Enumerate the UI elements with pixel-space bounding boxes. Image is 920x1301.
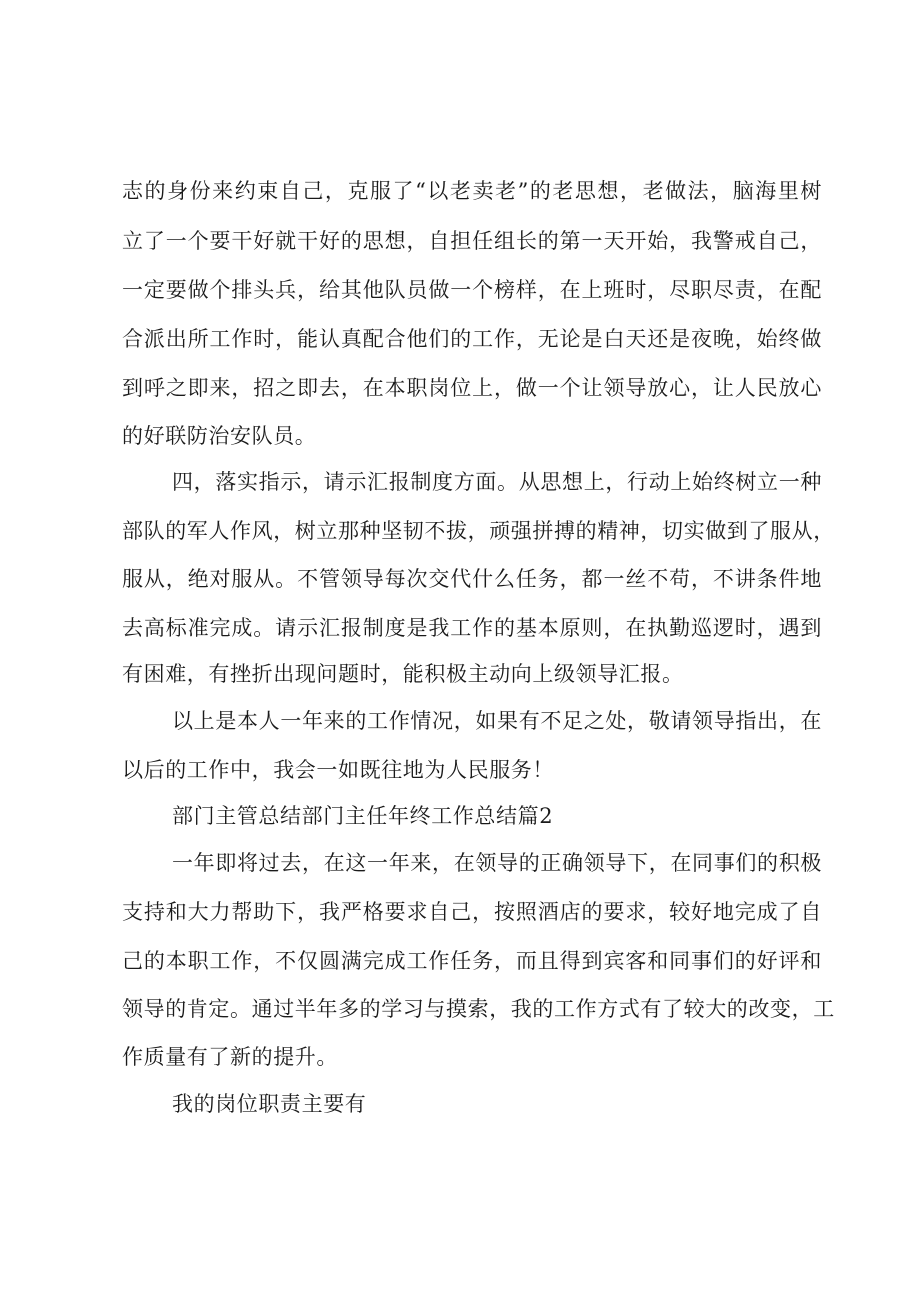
section-title: 部门主管总结部门主任年终工作总结篇2	[172, 804, 554, 828]
text-line: 的好联防治安队员。	[122, 424, 317, 448]
text-line: 领导的肯定。通过半年多的学习与摸索，我的工作方式有了较大的改变，工	[122, 997, 835, 1021]
text-line: 有困难，有挫折出现问题时，能积极主动向上级领导汇报。	[122, 662, 684, 686]
text-line: 志的身份来约束自己，克服了“以老卖老”的老思想，老做法，脑海里树	[122, 179, 822, 203]
text-line: 己的本职工作，不仅圆满完成工作任务，而且得到宾客和同事们的好评和	[122, 949, 822, 973]
text-line: 支持和大力帮助下，我严格要求自己，按照酒店的要求，较好地完成了自	[122, 900, 822, 924]
text-line: 服从，绝对服从。不管领导每次交代什么任务，都一丝不苟，不讲条件地	[122, 567, 822, 591]
text-line: 部队的军人作风，树立那种坚韧不拔，顽强拼搏的精神，切实做到了服从，	[122, 519, 835, 543]
text-line: 以上是本人一年来的工作情况，如果有不足之处，敬请领导指出，在	[172, 709, 822, 733]
text-line: 立了一个要干好就干好的思想，自担任组长的第一天开始，我警戒自己，	[122, 229, 822, 253]
text-line: 我的岗位职责主要有	[172, 1092, 367, 1116]
text-line: 到呼之即来，招之即去，在本职岗位上，做一个让领导放心，让人民放心	[122, 376, 822, 400]
text-line: 合派出所工作时，能认真配合他们的工作，无论是白天还是夜晚，始终做	[122, 327, 822, 351]
text-line: 一年即将过去，在这一年来，在领导的正确领导下，在同事们的积极	[172, 851, 822, 875]
text-line: 作质量有了新的提升。	[122, 1045, 338, 1069]
text-line: 四，落实指示，请示汇报制度方面。从思想上，行动上始终树立一种	[172, 470, 822, 494]
text-line: 一定要做个排头兵，给其他队员做一个榜样，在上班时，尽职尽责，在配	[122, 278, 822, 302]
text-line: 以后的工作中，我会一如既往地为人民服务！	[122, 758, 554, 782]
text-line: 去高标准完成。请示汇报制度是我工作的基本原则，在执勤巡逻时，遇到	[122, 616, 822, 640]
